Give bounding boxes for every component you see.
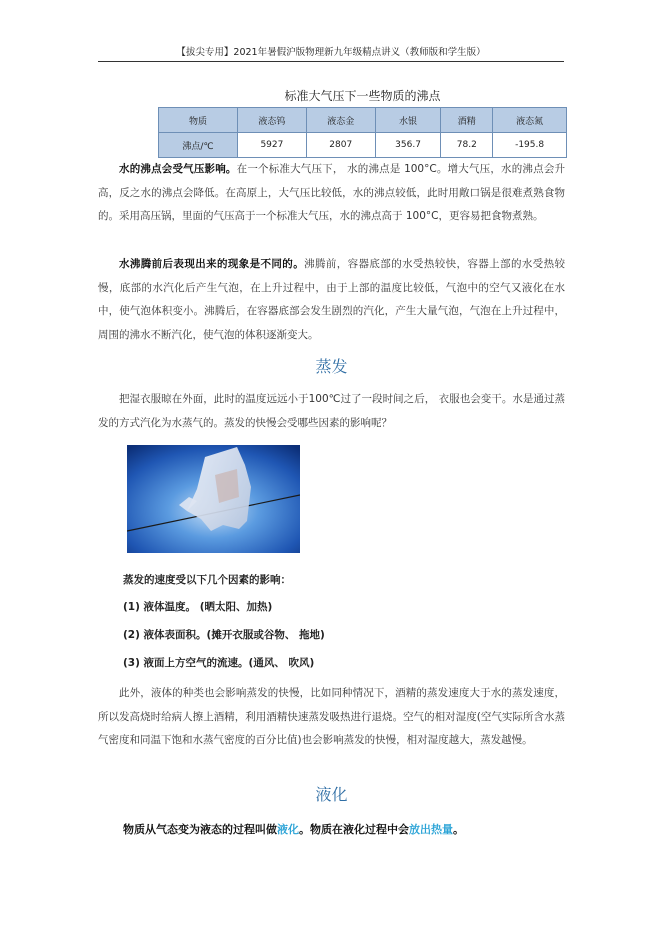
table-row <box>159 133 567 158</box>
boiling-phenomena-paragraph <box>98 253 565 347</box>
definition-text: 。 <box>453 823 464 836</box>
keyword-liquefaction: 液化 <box>277 823 299 836</box>
table-header-cell: 液态氮 <box>493 108 567 133</box>
table-header-cell: 酒精 <box>441 108 493 133</box>
table-header-cell: 物质 <box>159 108 238 133</box>
boiling-pressure-paragraph <box>98 158 565 229</box>
page-header: 【拔尖专用】2021年暑假沪版物理新九年级精点讲义（教师版和学生版） <box>176 47 486 58</box>
section-title-evaporation: 蒸发 <box>315 357 348 376</box>
table-header-cell: 水银 <box>375 108 441 133</box>
table-header-row <box>159 108 567 133</box>
table-cell: 2807 <box>306 133 375 158</box>
table-cell: 356.7 <box>375 133 441 158</box>
definition-text: 物质从气态变为液态的过程叫做 <box>123 823 277 836</box>
evaporation-paragraph: 此外，液体的种类也会影响蒸发的快慢，比如同种情况下，酒精的蒸发速度大于水的蒸发速度，所以发高烧时给病人擦上酒精，利用酒精快速蒸发吸热进行退烧。空气的相对湿度(空气实际所含水蒸气密度和同温下饱和水蒸气密度的百分比值)也会影响蒸发的快慢，相对湿度越大，蒸发越慢。 <box>98 687 565 746</box>
factor-item: (1) 液体温度。 (晒太阳、加热) <box>123 601 273 613</box>
liquefaction-definition <box>123 821 464 837</box>
factor-item: (3) 液面上方空气的流速。(通风、 吹风) <box>123 657 315 669</box>
paragraph-lead: 水的沸点会受气压影响。 <box>119 163 237 175</box>
boiling-point-table <box>158 107 567 158</box>
keyword-release-heat: 放出热量 <box>409 823 453 836</box>
paragraph-body: 在一个标准大气压下， 水的沸点是 100°C。增大气压，水的沸点会升高，反之水的沸点会降低。在高原上，大气压比较低，水的沸点较低，此时用敞口锅是很难煮熟食物的。采用高压锅，里面的气压高于一个标准大气压，水的沸点高于 100°C，更容易把食物煮熟。 <box>98 163 566 222</box>
table-cell: 78.2 <box>441 133 493 158</box>
header-divider <box>98 61 564 62</box>
paragraph-lead: 水沸腾前后表现出来的现象是不同的。 <box>119 258 305 270</box>
drying-clothes-photo <box>127 445 300 553</box>
paragraph-body: 沸腾前，容器底部的水受热较快，容器上部的水受热较慢，底部的水汽化后产生气泡，在上升过程中，由于上部的温度比较低，气泡中的空气又液化在水中，使气泡体积变小。沸腾后，在容器底部会发生剧烈的汽化，产生大量气泡，气泡在上升过程中，周围的沸水不断汽化，使气泡的体积逐渐变大。 <box>98 258 566 341</box>
table-cell: 5927 <box>237 133 306 158</box>
section-title-liquefaction: 液化 <box>315 785 348 804</box>
table-cell: -195.8 <box>493 133 567 158</box>
definition-text: 。物质在液化过程中会 <box>299 823 409 836</box>
table-row-label: 沸点/℃ <box>159 133 238 158</box>
table-caption: 标准大气压下一些物质的沸点 <box>284 89 441 103</box>
table-header-cell: 液态钨 <box>237 108 306 133</box>
table-header-cell: 液态金 <box>306 108 375 133</box>
factors-title: 蒸发的速度受以下几个因素的影响： <box>123 574 291 586</box>
evaporation-intro: 把湿衣服晾在外面，此时的温度远远小于100℃过了一段时间之后， 衣服也会变干。水是通过蒸发的方式汽化为水蒸气的。蒸发的快慢会受哪些因素的影响呢？ <box>98 393 565 429</box>
factor-item: (2) 液体表面积。(摊开衣服或谷物、 拖地) <box>123 629 325 641</box>
